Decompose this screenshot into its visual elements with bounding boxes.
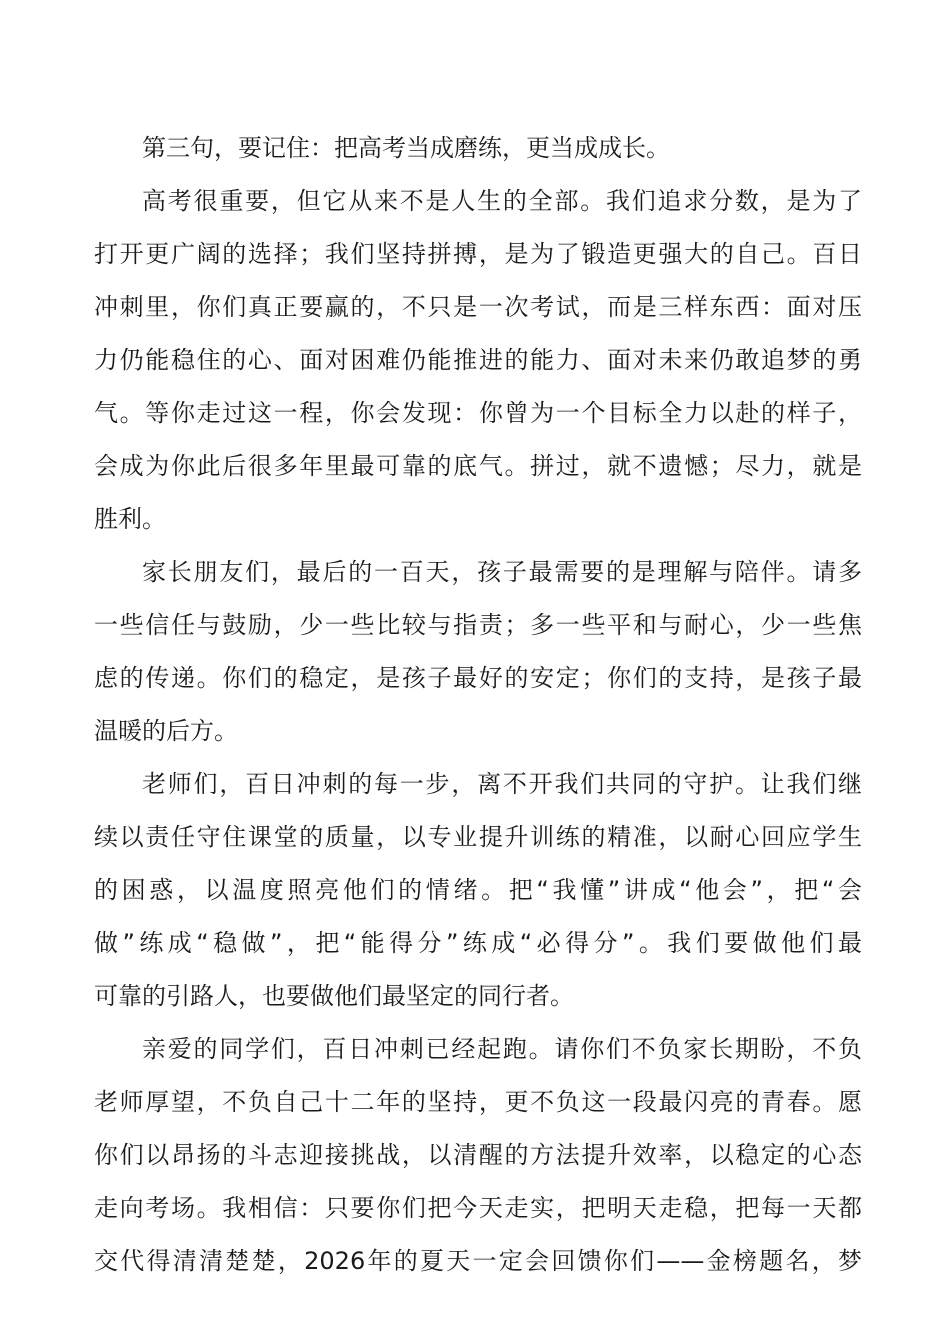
document-body [94, 122, 862, 1288]
text-line: 胜利。 [94, 505, 166, 533]
text-line: 做”练成“稳做”，把“能得分”练成“必得分”。我们要做他们最 [94, 929, 862, 957]
text-line: 走向考场。我相信：只要你们把今天走实，把明天走稳，把每一天都 [94, 1194, 862, 1222]
text-line: 可靠的引路人，也要做他们最坚定的同行者。 [94, 982, 574, 1010]
text-line: 续以责任守住课堂的质量，以专业提升训练的精准，以耐心回应学生 [94, 823, 862, 851]
text-line: 你们以昂扬的斗志迎接挑战，以清醒的方法提升效率，以稳定的心态 [94, 1141, 862, 1169]
text-line: 交代得清清楚楚，2026年的夏天一定会回馈你们——金榜题名，梦 [94, 1247, 862, 1275]
paragraph-parents [94, 546, 862, 758]
paragraph-third-point [94, 122, 862, 175]
text-line: 家长朋友们，最后的一百天，孩子最需要的是理解与陪伴。请多 [142, 558, 862, 586]
paragraph-teachers [94, 758, 862, 1023]
text-line: 冲刺里，你们真正要赢的，不只是一次考试，而是三样东西：面对压 [94, 293, 862, 321]
text-line: 高考很重要，但它从来不是人生的全部。我们追求分数，是为了 [142, 187, 862, 215]
text-line: 打开更广阔的选择；我们坚持拼搏，是为了锻造更强大的自己。百日 [94, 240, 862, 268]
text-line: 老师厚望，不负自己十二年的坚持，更不负这一段最闪亮的青春。愿 [94, 1088, 862, 1116]
paragraph-students [94, 1023, 862, 1288]
text-line: 气。等你走过这一程，你会发现：你曾为一个目标全力以赴的样子， [94, 399, 862, 427]
text-line: 虑的传递。你们的稳定，是孩子最好的安定；你们的支持，是孩子最 [94, 664, 862, 692]
text-line: 会成为你此后很多年里最可靠的底气。拼过，就不遗憾；尽力，就是 [94, 452, 862, 480]
text-line: 温暖的后方。 [94, 717, 238, 745]
text-line: 一些信任与鼓励，少一些比较与指责；多一些平和与耐心，少一些焦 [94, 611, 862, 639]
text-line: 力仍能稳住的心、面对困难仍能推进的能力、面对未来仍敢追梦的勇 [94, 346, 862, 374]
text-line: 亲爱的同学们，百日冲刺已经起跑。请你们不负家长期盼，不负 [142, 1035, 862, 1063]
paragraph-gaokao-meaning [94, 175, 862, 546]
text-line: 老师们，百日冲刺的每一步，离不开我们共同的守护。让我们继 [142, 770, 862, 798]
text-line: 的困惑，以温度照亮他们的情绪。把“我懂”讲成“他会”，把“会 [94, 876, 862, 904]
text-line: 第三句，要记住：把高考当成磨练，更当成成长。 [142, 134, 670, 162]
